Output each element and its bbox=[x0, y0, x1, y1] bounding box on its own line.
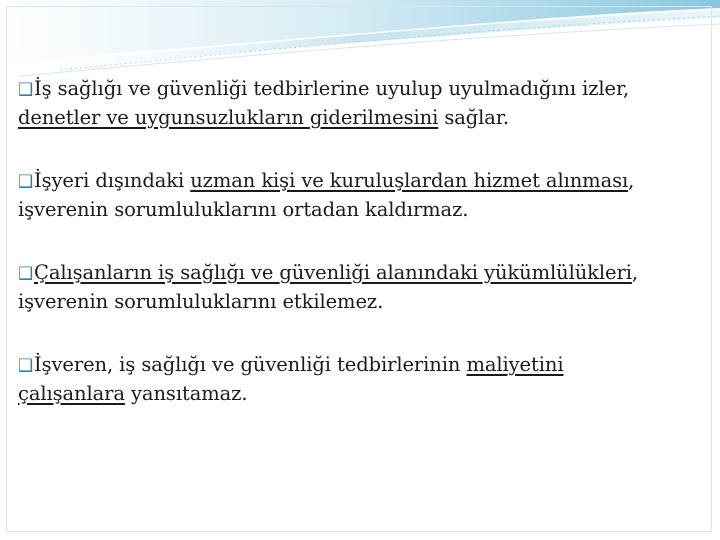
underlined-text: Çalışanların iş sağlığı ve güvenliği alanındaki yükümlülükleri bbox=[34, 261, 632, 284]
bullet-list bbox=[18, 75, 668, 443]
bullet-text: İşyeri dışındaki bbox=[34, 169, 191, 192]
bullet-item bbox=[18, 167, 668, 223]
underlined-text: denetler ve uygunsuzlukların giderilmesini bbox=[18, 106, 439, 129]
bullet-text: İşveren, iş sağlığı ve güvenliği tedbirlerinin bbox=[34, 353, 467, 376]
checkbox-bullet-icon: ❑ bbox=[18, 80, 34, 100]
underlined-text: maliyetini çalışanlara bbox=[18, 353, 564, 405]
checkbox-bullet-icon: ❑ bbox=[18, 356, 34, 376]
bullet-text: , işverenin sorumluluklarını etkilemez. bbox=[18, 261, 638, 313]
bullet-item bbox=[18, 351, 668, 407]
bullet-item bbox=[18, 259, 668, 315]
bullet-text: sağlar. bbox=[438, 106, 509, 129]
checkbox-bullet-icon: ❑ bbox=[18, 172, 34, 192]
bullet-text: , işverenin sorumluluklarını ortadan kaldırmaz. bbox=[18, 169, 635, 221]
checkbox-bullet-icon: ❑ bbox=[18, 264, 34, 284]
underlined-text: uzman kişi ve kuruluşlardan hizmet alınması bbox=[190, 169, 629, 192]
bullet-text: yansıtamaz. bbox=[124, 382, 248, 405]
bullet-item bbox=[18, 75, 668, 131]
bullet-text: İş sağlığı ve güvenliği tedbirlerine uyulup uyulmadığını izler, bbox=[34, 77, 630, 100]
